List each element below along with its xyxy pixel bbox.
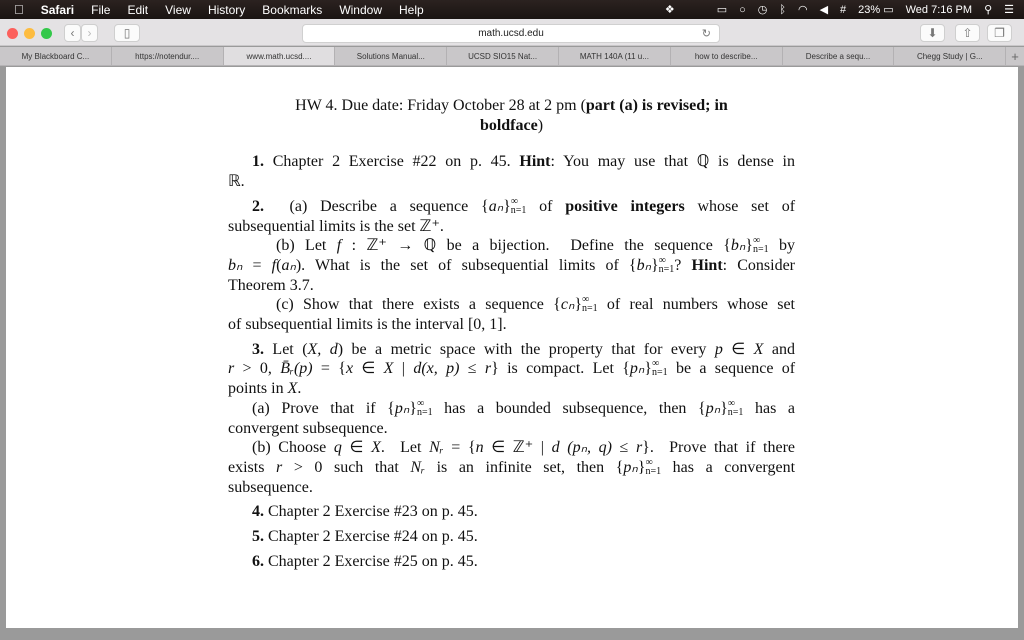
sequence-limits xyxy=(417,399,433,419)
math-text: pₙ xyxy=(623,458,638,476)
url-text: math.ucsd.edu xyxy=(478,28,544,39)
forward-button[interactable]: › xyxy=(81,24,98,42)
limit-sup: ∞ xyxy=(416,397,425,409)
text: = { xyxy=(443,439,476,457)
text-line xyxy=(228,438,795,458)
math-text: bₙ xyxy=(636,256,651,274)
text: } xyxy=(745,237,753,255)
text-line xyxy=(228,295,795,315)
address-bar[interactable] xyxy=(302,24,720,43)
text: has a convergent xyxy=(661,458,796,476)
text: : Consider xyxy=(722,256,796,274)
text-line xyxy=(228,276,795,296)
text: ℝ. xyxy=(228,173,245,191)
text: ≤ xyxy=(459,360,485,378)
tab[interactable]: www.math.ucsd.... xyxy=(224,47,336,65)
bold-text: boldface xyxy=(479,116,538,134)
text: of real numbers whose set xyxy=(597,296,796,314)
bluetooth-icon[interactable]: ᛒ xyxy=(779,3,786,16)
math-text: r xyxy=(228,360,235,378)
problem-paragraph xyxy=(228,340,795,498)
text-line xyxy=(228,359,795,379)
text-line xyxy=(228,552,795,572)
menu-help[interactable]: Help xyxy=(389,2,414,17)
apple-menu-icon[interactable] xyxy=(14,2,24,17)
homework-document xyxy=(228,96,795,576)
limit-sup: ∞ xyxy=(658,254,666,266)
clock[interactable]: Wed 7:16 PM xyxy=(905,3,973,16)
battery-percent[interactable]: 23% xyxy=(858,3,881,16)
text: Chapter 2 Exercise #23 on p. 45. xyxy=(264,503,478,521)
text-line xyxy=(228,152,795,172)
math-text: n xyxy=(475,439,484,457)
text: } xyxy=(720,399,728,417)
text: > 0 such that xyxy=(282,458,411,476)
text: ( xyxy=(276,256,282,274)
limit-sub: n=1 xyxy=(658,263,675,275)
text-line xyxy=(228,502,795,522)
text: (a) Prove that if { xyxy=(252,399,395,417)
menu-window[interactable]: Window xyxy=(329,2,373,17)
math-text: p xyxy=(714,340,723,358)
bold-text: part (a) is revised; in xyxy=(585,97,728,114)
limit-sub: n=1 xyxy=(727,406,744,418)
sequence-limits xyxy=(645,458,661,478)
back-button[interactable]: ‹ xyxy=(64,24,81,42)
bold-text: Hint xyxy=(691,256,723,274)
text: } xyxy=(644,360,652,378)
text: . xyxy=(297,380,302,398)
limit-sup: ∞ xyxy=(752,235,761,247)
text: ∈ ℤ⁺ | xyxy=(483,439,552,457)
bold-text: 1. xyxy=(252,153,264,171)
math-text: B̄ᵣ(p) xyxy=(280,360,313,378)
math-text: Nᵣ xyxy=(429,439,444,457)
text: is an infinite set, then { xyxy=(425,458,624,476)
sequence-limits xyxy=(582,295,598,315)
limit-sup: ∞ xyxy=(582,294,590,306)
text: ? xyxy=(674,256,692,274)
dropbox-icon[interactable]: ❖ xyxy=(664,4,675,16)
text: ) xyxy=(537,116,544,134)
text: : You may use that ℚ is dense in xyxy=(550,153,795,171)
text: } xyxy=(503,197,511,215)
text: convergent subsequence. xyxy=(228,419,388,437)
limit-sup: ∞ xyxy=(727,397,735,409)
limit-sub: n=1 xyxy=(645,465,662,477)
notification-center-icon[interactable]: ☰ xyxy=(1004,4,1014,16)
limit-sub: n=1 xyxy=(651,367,668,379)
math-text: r xyxy=(484,360,492,378)
reload-icon[interactable]: ↻ xyxy=(701,28,711,40)
tabs-overview-icon[interactable]: ❐ xyxy=(987,24,1012,42)
problem-paragraph xyxy=(228,197,795,335)
text-line xyxy=(228,96,795,116)
problem-paragraph xyxy=(228,527,795,547)
text: (b) Let xyxy=(276,237,337,255)
text-line xyxy=(228,458,795,478)
math-text: aₙ xyxy=(281,256,296,274)
text: }. Prove that if there xyxy=(642,439,796,457)
text: subsequence. xyxy=(228,478,313,496)
limit-sup: ∞ xyxy=(510,195,518,207)
text: (c) Show that there exists a sequence { xyxy=(276,296,561,314)
input-source-icon[interactable]: # xyxy=(840,3,847,16)
tab[interactable]: how to describe... xyxy=(671,47,783,65)
text: points in xyxy=(228,380,288,398)
math-text: pₙ xyxy=(394,399,410,417)
web-page xyxy=(6,67,1018,628)
bold-text: 4. xyxy=(252,503,264,521)
math-text: aₙ xyxy=(488,197,504,215)
tab[interactable]: UCSD SIO15 Nat... xyxy=(447,47,559,65)
math-text: X xyxy=(371,439,381,457)
text-line xyxy=(228,527,795,547)
text: Chapter 2 Exercise #22 on p. 45. xyxy=(264,153,520,171)
siri-icon[interactable]: ○ xyxy=(739,3,746,16)
text: } xyxy=(650,256,659,274)
text: subsequential limits is the set ℤ⁺. xyxy=(228,217,444,235)
text: ). What is the set of subsequential limits of { xyxy=(295,256,637,274)
battery-icon[interactable]: ▭ xyxy=(883,4,894,16)
bold-text: Hint xyxy=(519,153,551,171)
menu-file[interactable]: File xyxy=(81,2,101,17)
bold-text: 2. xyxy=(252,197,264,215)
text: (a) Describe a sequence { xyxy=(264,197,489,215)
text: of subsequential limits is the interval [0, 1]. xyxy=(228,316,507,334)
math-text: x xyxy=(345,360,354,378)
bold-text: 6. xyxy=(252,552,264,570)
math-text: cₙ xyxy=(560,296,575,314)
text-line xyxy=(228,399,795,419)
volume-icon[interactable]: ◀ xyxy=(819,4,829,16)
menu-history[interactable]: History xyxy=(198,2,236,17)
math-text: X xyxy=(287,380,298,398)
math-text: f xyxy=(271,256,277,274)
limit-sub: n=1 xyxy=(752,244,769,256)
minimize-window-button[interactable] xyxy=(24,28,35,39)
text: = { xyxy=(312,360,346,378)
limit-sup: ∞ xyxy=(645,456,653,468)
math-text: X xyxy=(753,340,764,358)
math-text: q xyxy=(333,439,342,457)
math-text: r xyxy=(635,439,643,457)
text-line xyxy=(228,217,795,237)
text-line xyxy=(228,315,795,335)
sequence-limits xyxy=(511,197,527,217)
text: be a sequence of xyxy=(667,360,796,378)
text: of xyxy=(526,197,566,215)
text: } xyxy=(409,399,417,417)
sequence-limits xyxy=(728,399,744,419)
math-text: X, d xyxy=(307,340,338,358)
text: > 0, xyxy=(234,360,281,378)
new-tab-button[interactable]: + xyxy=(1011,48,1019,64)
menu-app-safari[interactable]: Safari xyxy=(31,2,65,17)
airplay-icon[interactable]: ▭ xyxy=(716,4,728,16)
math-text: Nᵣ xyxy=(410,458,426,476)
wifi-icon[interactable]: ◠ xyxy=(797,4,808,16)
sequence-limits xyxy=(652,359,668,379)
text: Let ( xyxy=(264,340,308,358)
limit-sub: n=1 xyxy=(416,406,433,418)
zoom-window-button[interactable] xyxy=(41,28,52,39)
tab[interactable]: My Blackboard C... xyxy=(0,47,112,65)
bold-text: 3. xyxy=(252,340,264,358)
document-title xyxy=(228,96,795,135)
safari-toolbar xyxy=(0,19,1024,46)
tab[interactable]: Solutions Manual... xyxy=(335,47,447,65)
math-text: bₙ xyxy=(228,256,243,274)
text: exists xyxy=(228,458,277,476)
text-line xyxy=(228,379,795,399)
problem-paragraph xyxy=(228,552,795,572)
close-window-button[interactable] xyxy=(7,28,18,39)
math-text: pₙ xyxy=(705,399,721,417)
text: (b) Choose xyxy=(252,439,334,457)
text-line xyxy=(228,236,795,256)
text: ≤ xyxy=(611,439,636,457)
limit-sup: ∞ xyxy=(651,358,660,370)
tab[interactable]: MATH 140A (11 u... xyxy=(559,47,671,65)
text-line xyxy=(228,256,795,276)
text: and xyxy=(763,340,795,358)
text-line xyxy=(228,197,795,217)
text: } xyxy=(637,458,646,476)
problem-paragraph xyxy=(228,502,795,522)
math-text: X xyxy=(383,360,394,378)
text: : ℤ⁺ → ℚ be a bijection. Define the sequence { xyxy=(341,237,731,255)
problem-paragraph xyxy=(228,152,795,191)
text: ∈ xyxy=(353,360,384,378)
math-text: pₙ xyxy=(629,360,645,378)
text: ) be a metric space with the property that for every xyxy=(337,340,715,358)
math-text: f xyxy=(336,237,342,255)
share-icon[interactable]: ⇧ xyxy=(955,24,980,42)
text: Theorem 3.7. xyxy=(228,276,314,294)
text: ∈ xyxy=(341,439,372,457)
bold-text: positive integers xyxy=(565,197,685,215)
text: has a xyxy=(743,399,796,417)
math-text: r xyxy=(276,458,283,476)
text: | xyxy=(393,360,414,378)
tab[interactable]: https://notendur.... xyxy=(112,47,224,65)
limit-sub: n=1 xyxy=(582,303,598,315)
text-line xyxy=(228,172,795,192)
text-line xyxy=(228,340,795,360)
text: Chapter 2 Exercise #25 on p. 45. xyxy=(264,552,478,570)
spotlight-icon[interactable]: ⚲ xyxy=(984,4,993,16)
text: } xyxy=(574,296,583,314)
text: Chapter 2 Exercise #24 on p. 45. xyxy=(264,528,478,546)
sequence-limits xyxy=(659,256,675,276)
downloads-icon[interactable]: ⬇ xyxy=(920,24,945,42)
sidebar-toggle-icon[interactable]: ▯ xyxy=(114,24,140,42)
limit-sub: n=1 xyxy=(510,204,527,216)
text: by xyxy=(768,237,796,255)
tab[interactable]: Describe a sequ... xyxy=(783,47,895,65)
menu-bookmarks[interactable]: Bookmarks xyxy=(252,2,313,17)
sequence-limits xyxy=(753,236,769,256)
text: . Let xyxy=(380,439,430,457)
text: ∈ xyxy=(722,340,754,358)
text: whose set of xyxy=(684,197,796,215)
menu-edit[interactable]: Edit xyxy=(117,2,139,17)
text-line xyxy=(228,419,795,439)
math-text: d (pₙ, q) xyxy=(551,439,612,457)
math-text: d(x, p) xyxy=(413,360,460,378)
tab-bar xyxy=(0,47,1024,66)
bold-text: 5. xyxy=(252,528,264,546)
text-line xyxy=(228,116,795,136)
time-machine-icon[interactable]: ◷ xyxy=(757,4,768,16)
text: HW 4. Due date: Friday October 28 at 2 pm ( xyxy=(295,97,586,114)
text: has a bounded subsequence, then { xyxy=(432,399,706,417)
text: } is compact. Let { xyxy=(491,360,630,378)
menu-view[interactable]: View xyxy=(155,2,182,17)
text: = xyxy=(242,256,272,274)
math-text: bₙ xyxy=(730,237,746,255)
text-line xyxy=(228,478,795,498)
menu-bar xyxy=(0,0,1024,19)
tab[interactable]: Chegg Study | G... xyxy=(894,47,1006,65)
